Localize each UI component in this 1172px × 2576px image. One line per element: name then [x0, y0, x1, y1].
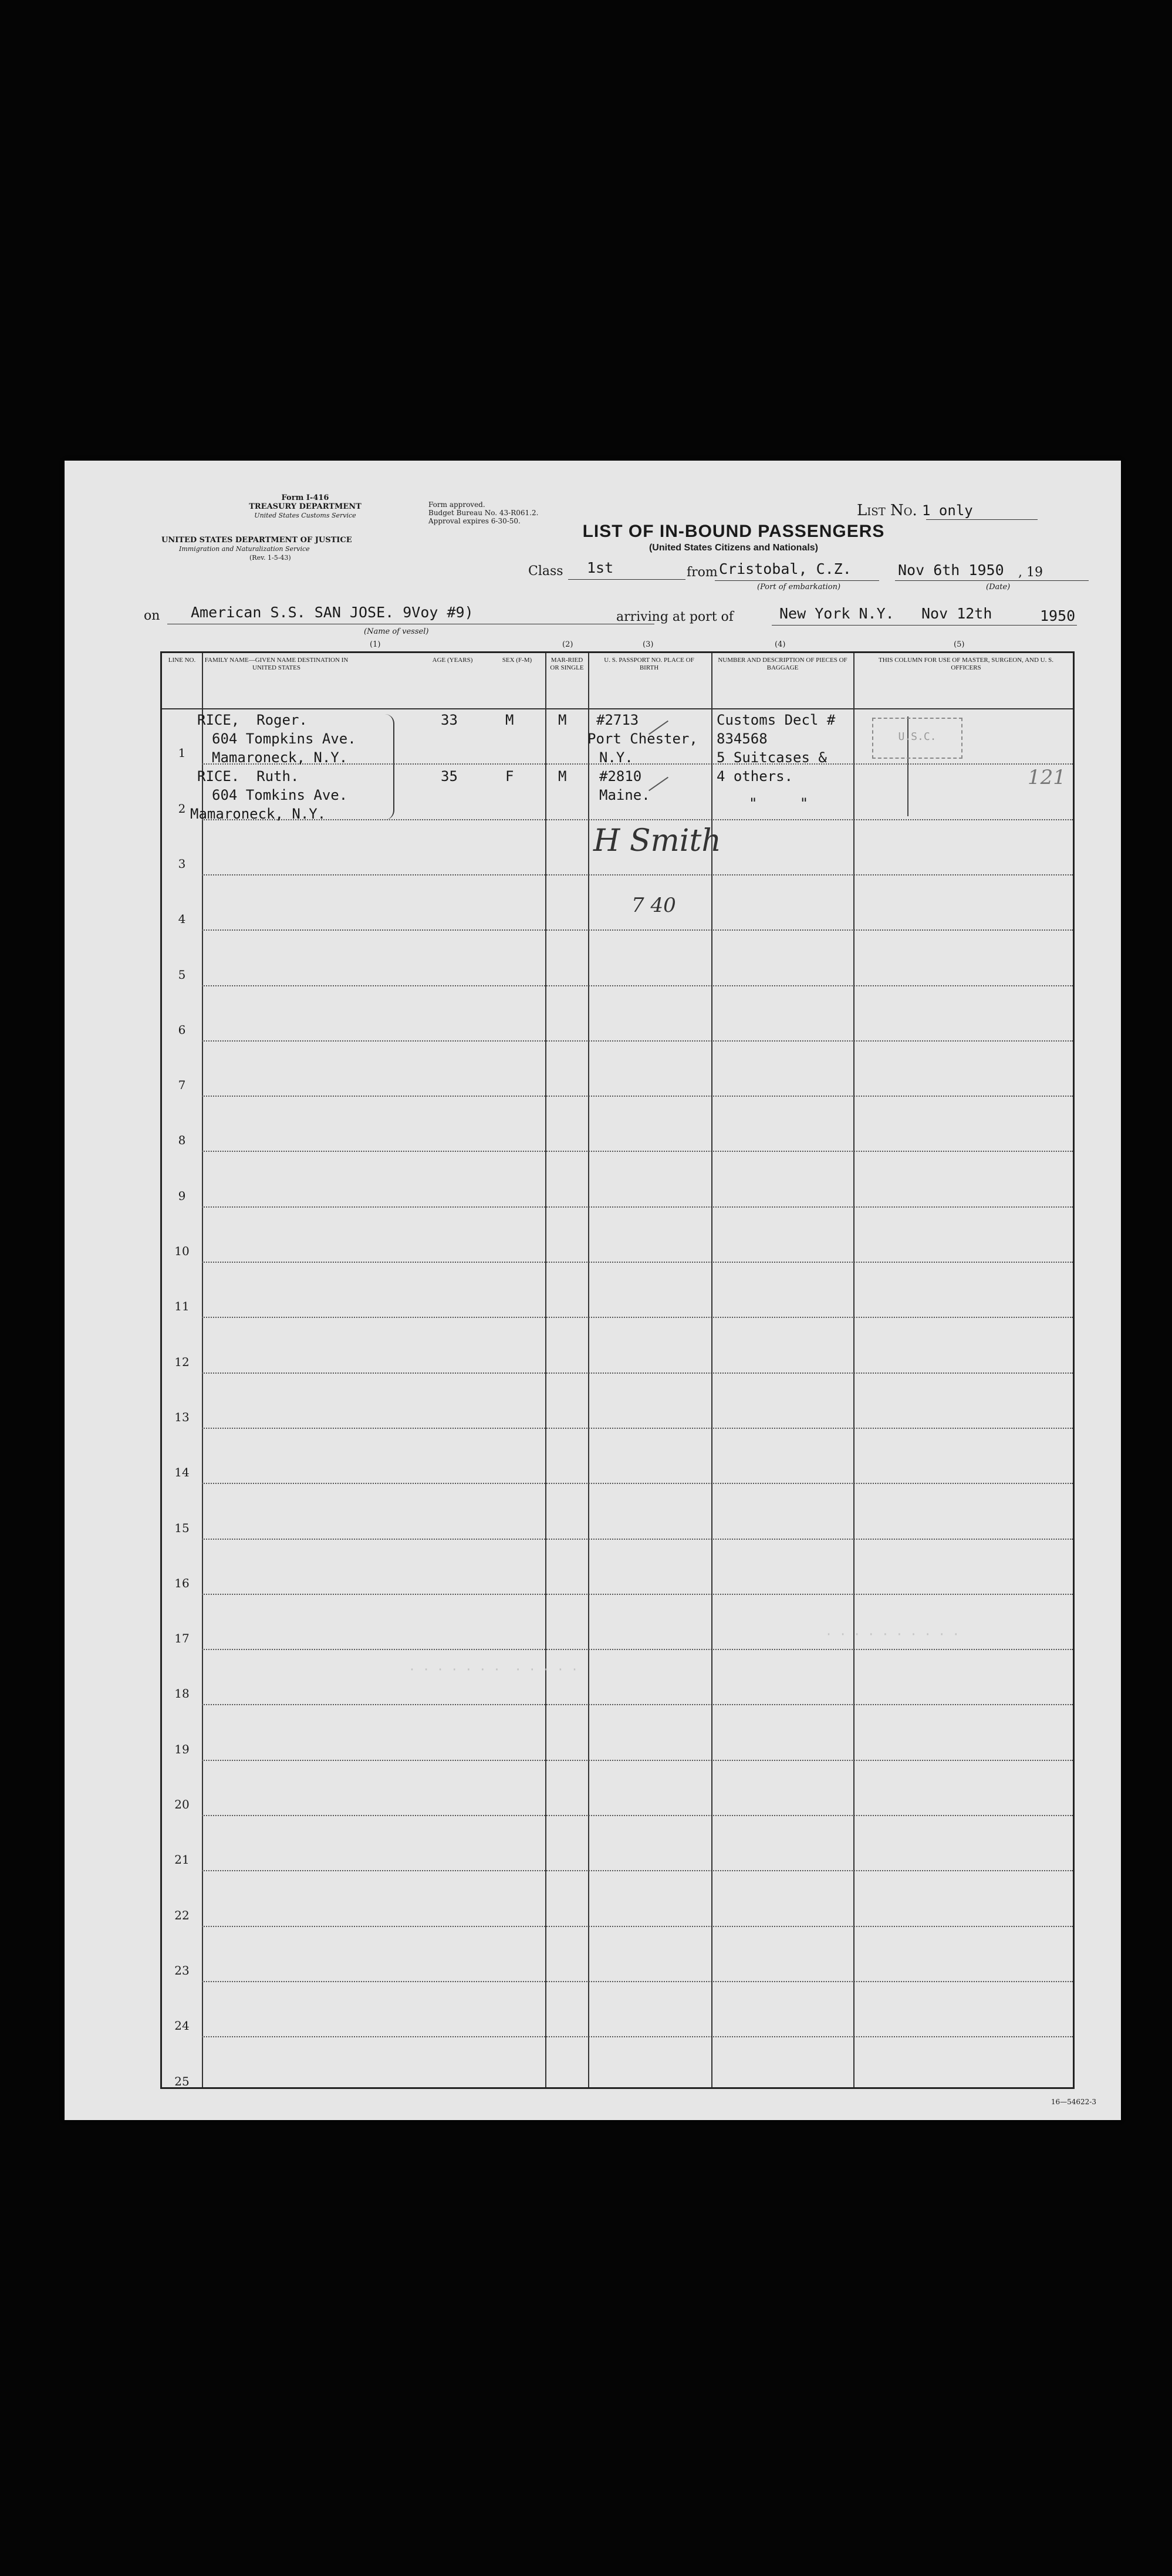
column-number-5: (5) [954, 640, 965, 649]
column-number-2: (2) [562, 640, 573, 649]
row-rule [202, 1870, 1073, 1871]
immigration-service: Immigration and Naturalization Service [179, 545, 310, 553]
passenger-2-sex: F [505, 768, 514, 785]
row-rule [202, 1372, 1073, 1374]
header-passport: U. S. PASSPORT NO. PLACE OF BIRTH [604, 657, 694, 671]
line-number: 10 [174, 1244, 190, 1258]
row-rule [202, 1815, 1073, 1816]
bleed-through-text: · · · · · · · · · · [825, 1627, 960, 1641]
row-rule [202, 1760, 1073, 1761]
vessel-name: American S.S. SAN JOSE. 9Voy #9) [191, 604, 474, 621]
port-underline [715, 580, 879, 581]
column-divider [711, 653, 712, 2087]
line-number: 17 [174, 1631, 190, 1646]
check-mark [649, 777, 668, 792]
row-rule [202, 2036, 1073, 2037]
passenger-1-passport: #2713 [596, 712, 639, 728]
arrival-year: 1950 [1040, 607, 1076, 624]
form-subtitle: (United States Citizens and Nationals) [649, 543, 819, 553]
justice-header [161, 536, 352, 562]
line-number: 20 [174, 1797, 190, 1811]
approval-line: Budget Bureau No. 43-R061.2. [428, 509, 539, 517]
row-rule [202, 1206, 1073, 1208]
line-number: 2 [178, 801, 186, 816]
passenger-list-form [65, 461, 1121, 2120]
passenger-1-name: RICE, Roger. [197, 712, 308, 728]
approval-line: Approval expires 6-30-50. [428, 517, 521, 525]
on-label: on [144, 608, 160, 623]
line-number: 5 [178, 967, 186, 982]
officer-initials: 7 40 [631, 894, 676, 917]
passenger-1-suitcases: 5 Suitcases & [717, 749, 827, 766]
passenger-1-marital: M [558, 712, 567, 728]
passenger-1-declaration: 834568 [717, 731, 768, 747]
column-divider [853, 653, 854, 2087]
header-baggage: NUMBER AND DESCRIPTION OF PIECES OF BAGGAGE [718, 657, 847, 671]
row-rule [202, 1483, 1073, 1484]
row-rule [202, 1428, 1073, 1429]
date-caption: (Date) [986, 583, 1011, 591]
class-underline [568, 579, 685, 580]
departure-date: Nov 6th 1950 [898, 562, 1004, 579]
header-line-no: LINE NO. [168, 657, 196, 664]
line-number: 8 [178, 1133, 186, 1148]
arrival-port: New York N.Y. [779, 605, 894, 622]
passenger-2-birthplace: Maine. [599, 787, 650, 803]
treasury-header [182, 493, 428, 520]
header-name: FAMILY NAME—GIVEN NAME DESTINATION IN UNITED STATES [204, 657, 349, 671]
row-rule [202, 874, 1073, 875]
line-number: 23 [174, 1963, 190, 1977]
class-value: 1st [587, 559, 614, 576]
line-number: 4 [178, 912, 186, 927]
line-number: 13 [174, 1409, 190, 1424]
row-rule [202, 1649, 1073, 1650]
customs-stamp: U.S.C. [872, 718, 962, 759]
row-rule [202, 1594, 1073, 1595]
justice-department: UNITED STATES DEPARTMENT OF JUSTICE [161, 536, 352, 545]
line-number: 7 [178, 1078, 186, 1093]
passenger-table [160, 651, 1075, 2089]
passenger-2-address: 604 Tomkins Ave. [212, 787, 348, 803]
port-caption: (Port of embarkation) [757, 583, 841, 591]
form-number-label: Form I-416 [281, 493, 329, 502]
row-rule [202, 929, 1073, 931]
line-number: 9 [178, 1188, 186, 1203]
line-number: 19 [174, 1742, 190, 1756]
row-rule [202, 1981, 1073, 1982]
header-sex: SEX (F-M) [502, 657, 532, 664]
column-divider [545, 653, 546, 2087]
row-rule [202, 1040, 1073, 1042]
officer-signature: H Smith [593, 823, 721, 858]
row-rule [202, 1151, 1073, 1152]
row-rule [202, 819, 1073, 820]
bleed-through-text: · · · · · · · · · · · · [408, 1662, 578, 1676]
row-rule [202, 1262, 1073, 1263]
list-number-underline [926, 519, 1038, 520]
row-rule [202, 1704, 1073, 1705]
arrival-underline [772, 625, 1077, 626]
line-number: 15 [174, 1520, 190, 1535]
budget-approval [428, 501, 538, 525]
line-number: 18 [174, 1686, 190, 1701]
family-bracket [385, 714, 394, 820]
side-number: 121 [1028, 766, 1066, 789]
list-number [857, 502, 973, 519]
line-number: 3 [178, 856, 186, 871]
vessel-caption: (Name of vessel) [364, 627, 429, 636]
row-rule [202, 1539, 1073, 1540]
header-age: AGE (YEARS) [432, 657, 473, 664]
year-prefix: , 19 [1018, 565, 1043, 580]
passenger-2-age: 35 [441, 768, 458, 785]
passenger-1-city: Mamaroneck, N.Y. [212, 749, 348, 766]
revision-date: (Rev. 1-5-43) [249, 554, 291, 562]
column-divider [588, 653, 589, 2087]
form-title-block [558, 522, 910, 553]
form-print-number: 16—54622-3 [1051, 2098, 1096, 2106]
line-number: 6 [178, 1022, 186, 1037]
passenger-1-age: 33 [441, 712, 458, 728]
row-rule [202, 1096, 1073, 1097]
arrival-date: Nov 12th [921, 605, 992, 622]
passenger-1-birthplace: Port Chester, [587, 731, 698, 747]
treasury-department: TREASURY DEPARTMENT [249, 502, 362, 511]
form-title: LIST OF IN-BOUND PASSENGERS [582, 522, 885, 541]
header-officers: THIS COLUMN FOR USE OF MASTER, SURGEON, AND U. S. OFFICERS [879, 657, 1053, 671]
line-number: 16 [174, 1576, 190, 1590]
line-number: 22 [174, 1908, 190, 1922]
line-number: 25 [174, 2074, 190, 2088]
class-label: Class [528, 564, 563, 579]
header-divider [162, 708, 1073, 709]
line-number: 21 [174, 1852, 190, 1867]
line-number: 1 [178, 746, 186, 760]
from-label: from [687, 565, 718, 580]
approval-line: Form approved. [428, 501, 485, 509]
arriving-label: arriving at port of [616, 610, 734, 624]
passenger-2-passport: #2810 [599, 768, 642, 785]
port-of-embarkation: Cristobal, C.Z. [719, 560, 852, 577]
list-number-label: List No. [857, 502, 917, 519]
passenger-1-birthstate: N.Y. [599, 749, 633, 766]
passenger-2-name: RICE. Ruth. [197, 768, 299, 785]
row-rule [202, 985, 1073, 986]
passenger-2-marital: M [558, 768, 567, 785]
customs-service: United States Customs Service [254, 512, 356, 519]
column-number-1: (1) [370, 640, 381, 649]
passenger-1-baggage: Customs Decl # [717, 712, 836, 728]
passenger-1-sex: M [505, 712, 514, 728]
row-rule [202, 1926, 1073, 1927]
line-number: 24 [174, 2019, 190, 2033]
column-divider [202, 653, 203, 2087]
passenger-1-others: 4 others. [717, 768, 793, 785]
row-rule [202, 1317, 1073, 1318]
header-married: MAR-RIED OR SINGLE [550, 657, 584, 671]
line-number: 12 [174, 1354, 190, 1369]
column-number-4: (4) [775, 640, 786, 649]
list-number-value: 1 only [922, 502, 973, 519]
date-underline [895, 580, 1089, 581]
column-number-3: (3) [643, 640, 654, 649]
line-number: 11 [174, 1299, 190, 1314]
passenger-1-address: 604 Tompkins Ave. [212, 731, 356, 747]
passenger-2-city: Mamaroneck, N.Y. [190, 806, 326, 822]
line-number: 14 [174, 1465, 190, 1480]
passenger-2-baggage-ditto: " " [749, 795, 809, 812]
